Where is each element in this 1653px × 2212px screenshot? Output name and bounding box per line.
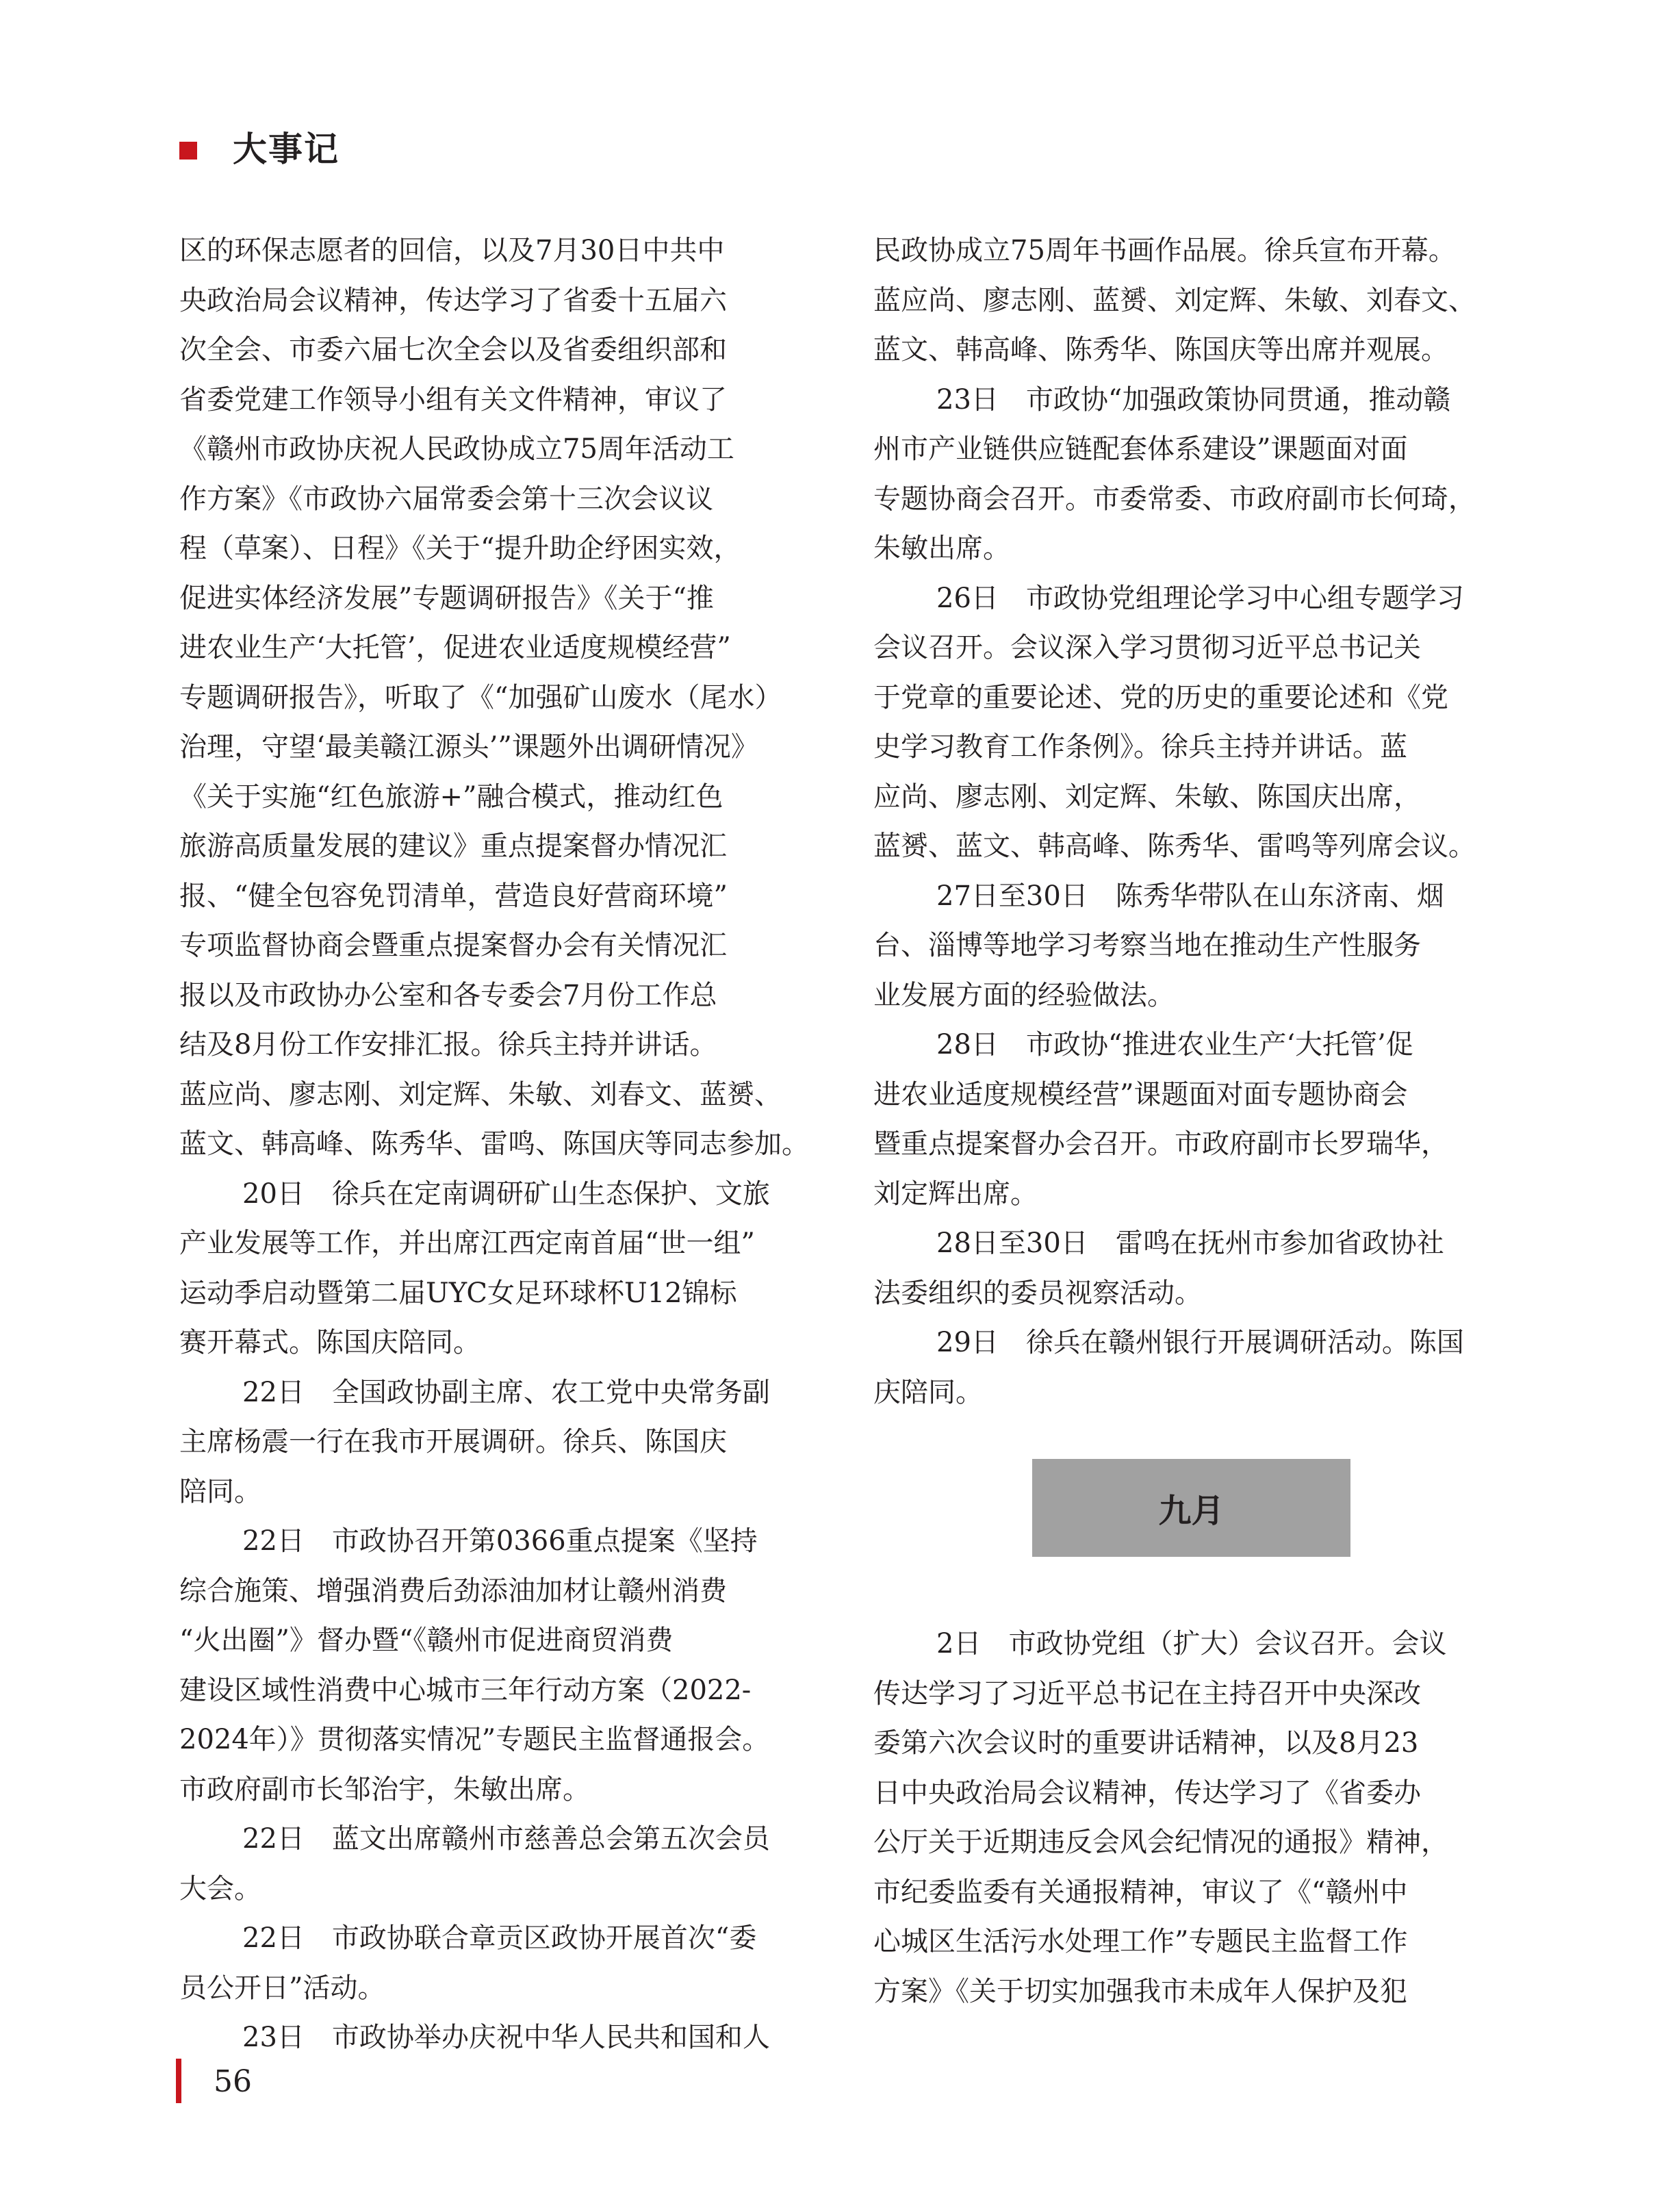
- text-line: 《赣州市政协庆祝人民政协成立75周年活动工: [179, 433, 734, 465]
- text-line: 促进实体经济发展”专题调研报告》《关于“推: [179, 582, 714, 614]
- text-line: 29日 徐兵在赣州银行开展调研活动。陈国: [936, 1327, 1464, 1358]
- text-line: 作方案》《市政协六届常委会第十三次会议议: [179, 483, 713, 515]
- text-line: 市纪委监委有关通报精神，审议了《“赣州中: [873, 1876, 1408, 1908]
- text-line: 会议召开。会议深入学习贯彻习近平总书记关: [873, 632, 1421, 663]
- text-line: 2日 市政协党组（扩大）会议召开。会议: [936, 1628, 1447, 1660]
- text-line: 2024年）》贯彻落实情况”专题民主监督通报会。: [179, 1724, 770, 1755]
- text-line: 蓝赟、蓝文、韩高峰、陈秀华、雷鸣等列席会议。: [873, 830, 1476, 862]
- text-line: 23日 市政协举办庆祝中华人民共和国和人: [242, 2022, 770, 2053]
- text-line: 暨重点提案督办会召开。市政府副市长罗瑞华，: [873, 1128, 1448, 1160]
- text-line: 公厅关于近期违反会风会纪情况的通报》精神，: [873, 1827, 1448, 1858]
- text-line: 次全会、市委六届七次全会以及省委组织部和: [179, 334, 727, 366]
- text-line: 业发展方面的经验做法。: [873, 979, 1175, 1011]
- text-line: 综合施策、增强消费后劲添油加材让赣州消费: [179, 1575, 727, 1607]
- text-line: 委第六次会议时的重要讲话精神，以及8月23: [873, 1727, 1419, 1759]
- text-line: 22日 市政协联合章贡区政协开展首次“委: [242, 1922, 757, 1954]
- text-line: 刘定辉出席。: [873, 1178, 1038, 1210]
- text-line: 蓝文、韩高峰、陈秀华、陈国庆等出席并观展。: [873, 334, 1448, 366]
- text-line: 23日 市政协“加强政策协同贯通，推动赣: [936, 383, 1451, 416]
- text-line: 28日 市政协“推进农业生产‘大托管’促: [936, 1029, 1413, 1060]
- text-line: 州市产业链供应链配套体系建设”课题面对面: [873, 433, 1408, 465]
- text-line: 庆陪同。: [873, 1376, 983, 1408]
- text-line: 区的环保志愿者的回信，以及7月30日中共中: [179, 235, 725, 266]
- text-line: 报以及市政协办公室和各专委会7月份工作总: [179, 979, 717, 1011]
- text-line: 史学习教育工作条例》。徐兵主持并讲话。蓝: [873, 731, 1407, 763]
- text-line: 日中央政治局会议精神，传达学习了《省委办: [873, 1777, 1421, 1809]
- text-line: 27日至30日 陈秀华带队在山东济南、烟: [936, 880, 1444, 912]
- text-line: 员公开日”活动。: [179, 1972, 385, 2004]
- text-line: 22日 市政协召开第0366重点提案《坚持: [242, 1525, 758, 1557]
- text-line: 22日 蓝文出席赣州市慈善总会第五次会员: [242, 1823, 770, 1855]
- text-line: 应尚、廖志刚、刘定辉、朱敏、陈国庆出席，: [873, 780, 1421, 813]
- text-line: 报、“健全包容免罚清单，营造良好营商环境”: [179, 880, 728, 912]
- text-line: 产业发展等工作，并出席江西定南首届“世一组”: [179, 1228, 755, 1259]
- right-column-bottom: [873, 1619, 1510, 2016]
- text-line: 赛开幕式。陈国庆陪同。: [179, 1327, 480, 1358]
- text-line: 进农业生产‘大托管’，促进农业适度规模经营”: [179, 632, 731, 663]
- text-line: 28日至30日 雷鸣在抚州市参加省政协社: [936, 1228, 1444, 1259]
- text-line: 20日 徐兵在定南调研矿山生态保护、文旅: [242, 1178, 770, 1210]
- text-line: “火出圈”》督办暨“《赣州市促进商贸消费: [179, 1625, 674, 1656]
- text-line: 运动季启动暨第二届UYC女足环球杯U12锦标: [179, 1277, 737, 1309]
- text-line: 蓝应尚、廖志刚、刘定辉、朱敏、刘春文、蓝赟、: [179, 1078, 782, 1110]
- text-line: 程（草案）、日程》《关于“提升助企纾困实效，: [179, 533, 741, 564]
- left-column: [179, 226, 816, 2063]
- text-line: 专题协商会召开。市委常委、市政府副市长何琦，: [873, 483, 1476, 515]
- text-line: 主席杨震一行在我市开展调研。徐兵、陈国庆: [179, 1426, 727, 1458]
- text-line: 心城区生活污水处理工作”专题民主监督工作: [873, 1926, 1408, 1957]
- text-line: 大会。: [179, 1872, 261, 1905]
- text-line: 市政府副市长邹治宇，朱敏出席。: [179, 1773, 590, 1805]
- text-line: 台、淄博等地学习考察当地在推动生产性服务: [873, 930, 1421, 961]
- text-line: 省委党建工作领导小组有关文件精神，审议了: [179, 383, 727, 416]
- text-line: 进农业适度规模经营”课题面对面专题协商会: [873, 1078, 1408, 1110]
- text-line: 26日 市政协党组理论学习中心组专题学习: [936, 582, 1464, 614]
- page-number: 56: [214, 2064, 252, 2099]
- text-line: 朱敏出席。: [873, 533, 1010, 564]
- text-line: 专项监督协商会暨重点提案督办会有关情况汇: [179, 930, 727, 961]
- text-line: 结及8月份工作安排汇报。徐兵主持并讲话。: [179, 1029, 717, 1060]
- text-line: 法委组织的委员视察活动。: [873, 1277, 1202, 1309]
- month-heading-box: [1032, 1459, 1350, 1557]
- text-line: 蓝应尚、廖志刚、蓝赟、刘定辉、朱敏、刘春文、: [873, 284, 1476, 316]
- month-heading: 九月: [1158, 1492, 1225, 1530]
- section-title: 大事记: [233, 129, 339, 169]
- right-column-top: [873, 226, 1510, 1417]
- text-line: 蓝文、韩高峰、陈秀华、雷鸣、陈国庆等同志参加。: [179, 1128, 809, 1160]
- text-line: 治理，守望‘最美赣江源头’”课题外出调研情况》: [179, 731, 758, 763]
- text-line: 于党章的重要论述、党的历史的重要论述和《党: [873, 681, 1448, 713]
- header-red-square: [179, 142, 197, 160]
- text-line: 旅游高质量发展的建议》重点提案督办情况汇: [179, 830, 727, 862]
- text-line: 专题调研报告》，听取了《“加强矿山废水（尾水）: [179, 681, 782, 713]
- text-line: 建设区域性消费中心城市三年行动方案（2022-: [179, 1674, 752, 1706]
- text-line: 传达学习了习近平总书记在主持召开中央深改: [873, 1677, 1421, 1709]
- text-line: 民政协成立75周年书画作品展。徐兵宣布开幕。: [873, 235, 1456, 266]
- text-line: 《关于实施“红色旅游+”融合模式，推动红色: [179, 780, 723, 813]
- footer-red-bar: [176, 2059, 181, 2103]
- text-line: 方案》《关于切实加强我市未成年人保护及犯: [873, 1975, 1407, 2007]
- text-line: 央政治局会议精神，传达学习了省委十五届六: [179, 284, 727, 316]
- text-line: 22日 全国政协副主席、农工党中央常务副: [242, 1376, 770, 1408]
- text-line: 陪同。: [179, 1475, 261, 1508]
